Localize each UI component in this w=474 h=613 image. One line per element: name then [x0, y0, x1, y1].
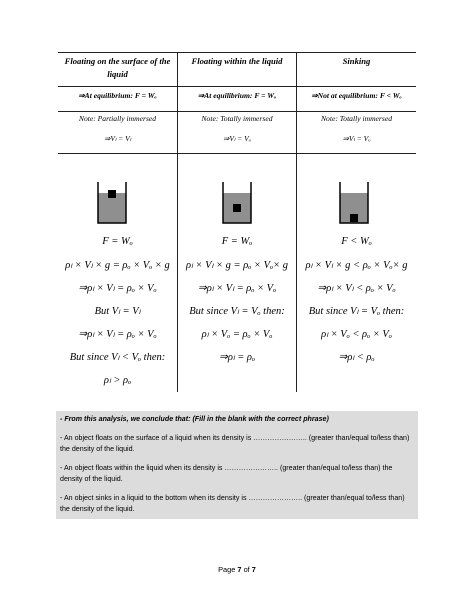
equation-line: ⇒ρₗ × Vₗ = ρₒ × Vₒ — [78, 329, 157, 340]
immersion-note: Note: Partially immersed — [78, 114, 157, 123]
sunken-object — [350, 214, 358, 222]
column-floating-within — [178, 52, 296, 392]
equation-line: ⇒ρₗ × Vₗ = ρₒ × Vₒ — [78, 283, 157, 294]
equation-line: ρₗ > ρₒ — [103, 375, 132, 386]
beaker-diagram — [222, 182, 252, 224]
equation-line: F = Wₒ — [102, 236, 133, 247]
equilibrium-condition: ⇒Not at equilibrium: F < Wₒ — [311, 91, 402, 100]
beaker-diagram — [339, 182, 369, 224]
column-header: Sinking — [342, 56, 371, 66]
equation-line: ρₗ × Vₗ × g < ρₒ × Vₒ× g — [305, 260, 408, 271]
column-sinking — [297, 52, 416, 392]
equilibrium-condition: ⇒At equilibrium: F = Wₒ — [78, 91, 157, 100]
equation-line: F < Wₒ — [341, 236, 372, 247]
immersion-note: Note: Totally immersed — [201, 114, 273, 123]
page-prefix: Page — [218, 565, 238, 574]
equation-line: ρₗ × Vₒ = ρₒ × Vₒ — [201, 329, 273, 340]
equation-line: ⇒ρₗ < ρₒ — [338, 352, 375, 363]
column-floating-surface — [58, 52, 177, 392]
fill-in-statement: - An object floats within the liquid when its density is ………………….. (greater than/equal to/less than) the density of the liquid. — [60, 464, 393, 483]
immersion-note: Note: Totally immersed — [320, 114, 392, 123]
equilibrium-condition: ⇒At equilibrium: F = Wₒ — [197, 91, 277, 100]
column-header: Floating on the surface of the liquid — [64, 56, 171, 79]
equation-line: ρₗ × Vₒ < ρₒ × Vₒ — [321, 329, 392, 340]
fill-in-statement: - An object sinks in a liquid to the bottom when its density is ………………….. (greater than/equal to/less than) the density of the liquid. — [60, 494, 405, 513]
fill-in-statement: - An object floats on the surface of a liquid when its density is ………………….. (greater than/equal to/less than) the density of the liquid. — [60, 434, 410, 453]
volume-relation: ⇒Vₗ = Vₒ — [223, 134, 251, 143]
equation-line: But since Vₗ = Vₒ then: — [308, 306, 405, 317]
equation-line: ρₗ × Vₗ × g = ρₒ × Vₒ× g — [186, 260, 288, 271]
equation-line: ⇒ρₗ = ρₒ — [219, 352, 255, 363]
equation-line: But since Vₗ = Vₒ then: — [189, 306, 285, 317]
beaker-diagram — [97, 182, 127, 224]
total-pages: 7 — [251, 565, 256, 574]
volume-relation: ⇒Vₗ = Vₗ — [103, 134, 132, 143]
equation-line: ρₗ × Vₗ × g = ρₒ × Vₒ × g — [65, 260, 170, 271]
equation-line: But Vₗ = Vₗ — [94, 306, 141, 317]
floating-object — [108, 190, 116, 198]
equation-line: ⇒ρₗ × Vₗ < ρₒ × Vₒ — [317, 283, 396, 294]
volume-relation: ⇒Vₗ = Vₒ — [342, 134, 371, 143]
conclusion-box — [56, 411, 418, 519]
suspended-object — [233, 204, 241, 212]
page-middle: of — [241, 565, 252, 574]
equation-line: F = Wₒ — [221, 236, 253, 247]
page-number — [0, 565, 474, 574]
equation-line: ⇒ρₗ × Vₗ = ρₒ × Vₒ — [197, 283, 277, 294]
current-page: 7 — [237, 565, 242, 574]
equation-line: But since Vₗ < Vₒ then: — [69, 352, 166, 363]
conclusion-title: - From this analysis, we conclude that: (Fill in the blank with the correct phrase) — [60, 415, 329, 423]
column-header: Floating within the liquid — [191, 56, 283, 66]
